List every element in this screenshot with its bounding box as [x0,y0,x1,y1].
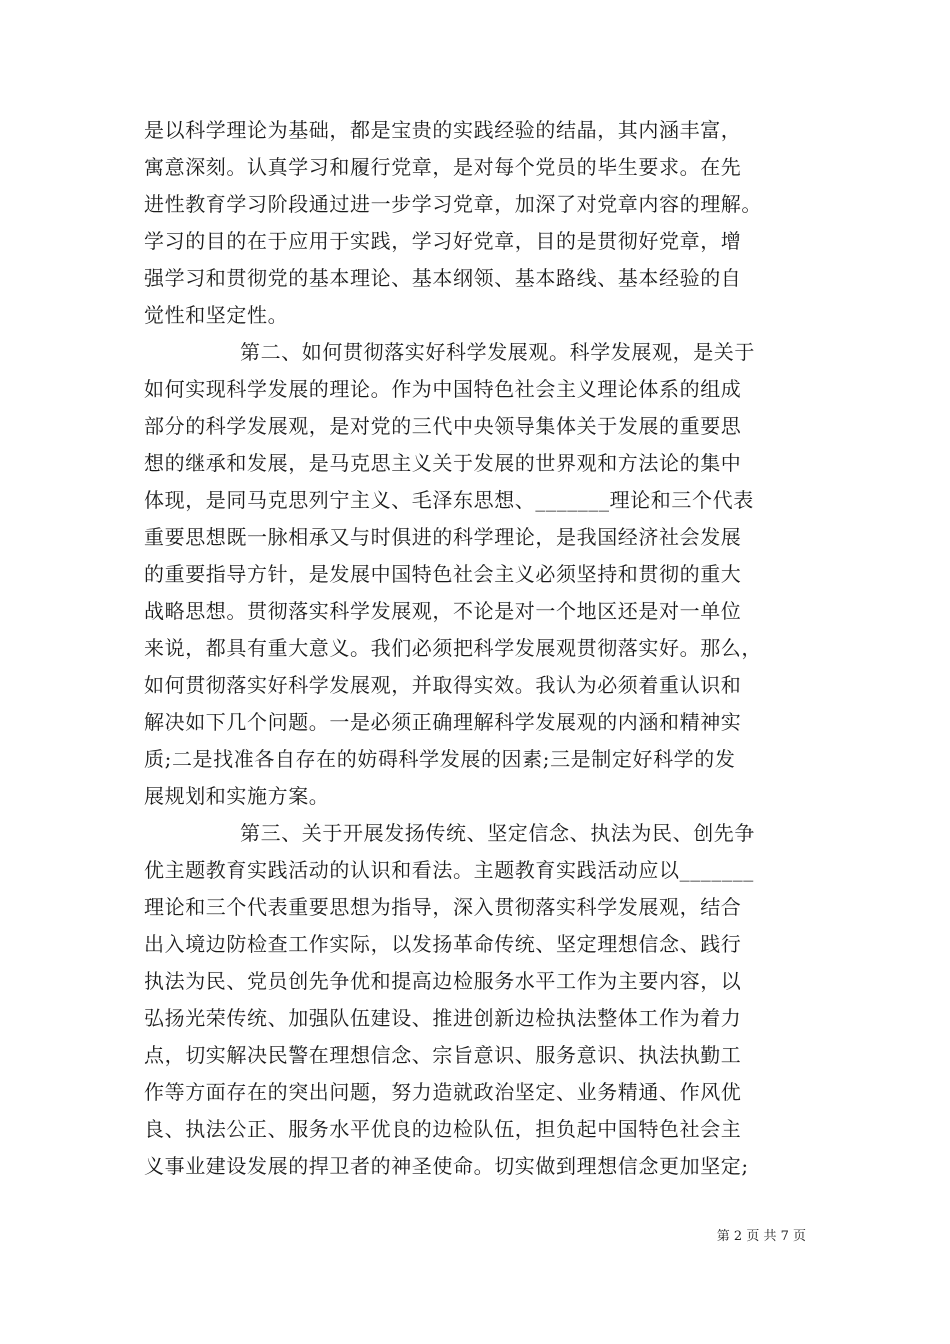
text-line: 点，切实解决民警在理想信念、宗旨意识、服务意识、执法执勤工 [144,1043,742,1067]
text-line: 学习的目的在于应用于实践，学习好党章，目的是贯彻好党章，增 [144,229,742,253]
text-line: 理论和三个代表重要思想为指导，深入贯彻落实科学发展观，结合 [144,895,742,919]
text-line: 义事业建设发展的捍卫者的神圣使命。切实做到理想信念更加坚定; [144,1154,749,1178]
text-line: 优主题教育实践活动的认识和看法。主题教育实践活动应以_______ [144,858,754,882]
text-line: 如何贯彻落实好科学发展观，并取得实效。我认为必须着重认识和 [144,673,742,697]
text-line: 解决如下几个问题。一是必须正确理解科学发展观的内涵和精神实 [144,710,742,734]
text-line: 体现，是同马克思列宁主义、毛泽东思想、_______理论和三个代表 [144,488,754,512]
page-number: 第 2 页 共 7 页 [716,1229,806,1244]
text-line: 展规划和实施方案。 [144,784,330,808]
text-line: 想的继承和发展，是马克思主义关于发展的世界观和方法论的集中 [144,451,742,475]
text-line: 的重要指导方针，是发展中国特色社会主义必须坚持和贯彻的重大 [144,562,742,586]
text-line: 来说，都具有重大意义。我们必须把科学发展观贯彻落实好。那么， [144,636,762,660]
text-line: 弘扬光荣传统、加强队伍建设、推进创新边检执法整体工作为着力 [144,1006,742,1030]
paragraph-start-line: 第三、关于开展发扬传统、坚定信念、执法为民、创先争 [240,821,755,845]
text-line: 质;二是找准各自存在的妨碍科学发展的因素;三是制定好科学的发 [144,747,736,771]
paragraph-start-line: 第二、如何贯彻落实好科学发展观。科学发展观，是关于 [240,340,755,364]
text-line: 是以科学理论为基础，都是宝贵的实践经验的结晶，其内涵丰富， [144,118,742,142]
text-line: 作等方面存在的突出问题，努力造就政治坚定、业务精通、作风优 [144,1080,742,1104]
text-line: 战略思想。贯彻落实科学发展观，不论是对一个地区还是对一单位 [144,599,742,623]
text-line: 部分的科学发展观，是对党的三代中央领导集体关于发展的重要思 [144,414,742,438]
text-line: 强学习和贯彻党的基本理论、基本纲领、基本路线、基本经验的自 [144,266,742,290]
text-line: 寓意深刻。认真学习和履行党章，是对每个党员的毕生要求。在先 [144,155,742,179]
text-line: 执法为民、党员创先争优和提高边检服务水平工作为主要内容，以 [144,969,742,993]
text-line: 良、执法公正、服务水平优良的边检队伍，担负起中国特色社会主 [144,1117,742,1141]
body-text [144,112,812,1185]
text-line: 如何实现科学发展的理论。作为中国特色社会主义理论体系的组成 [144,377,742,401]
text-line: 出入境边防检查工作实际，以发扬革命传统、坚定理想信念、践行 [144,932,742,956]
text-line: 觉性和坚定性。 [144,303,289,327]
text-line: 重要思想既一脉相承又与时俱进的科学理论，是我国经济社会发展 [144,525,742,549]
text-line: 进性教育学习阶段通过进一步学习党章，加深了对党章内容的理解。 [144,192,762,216]
